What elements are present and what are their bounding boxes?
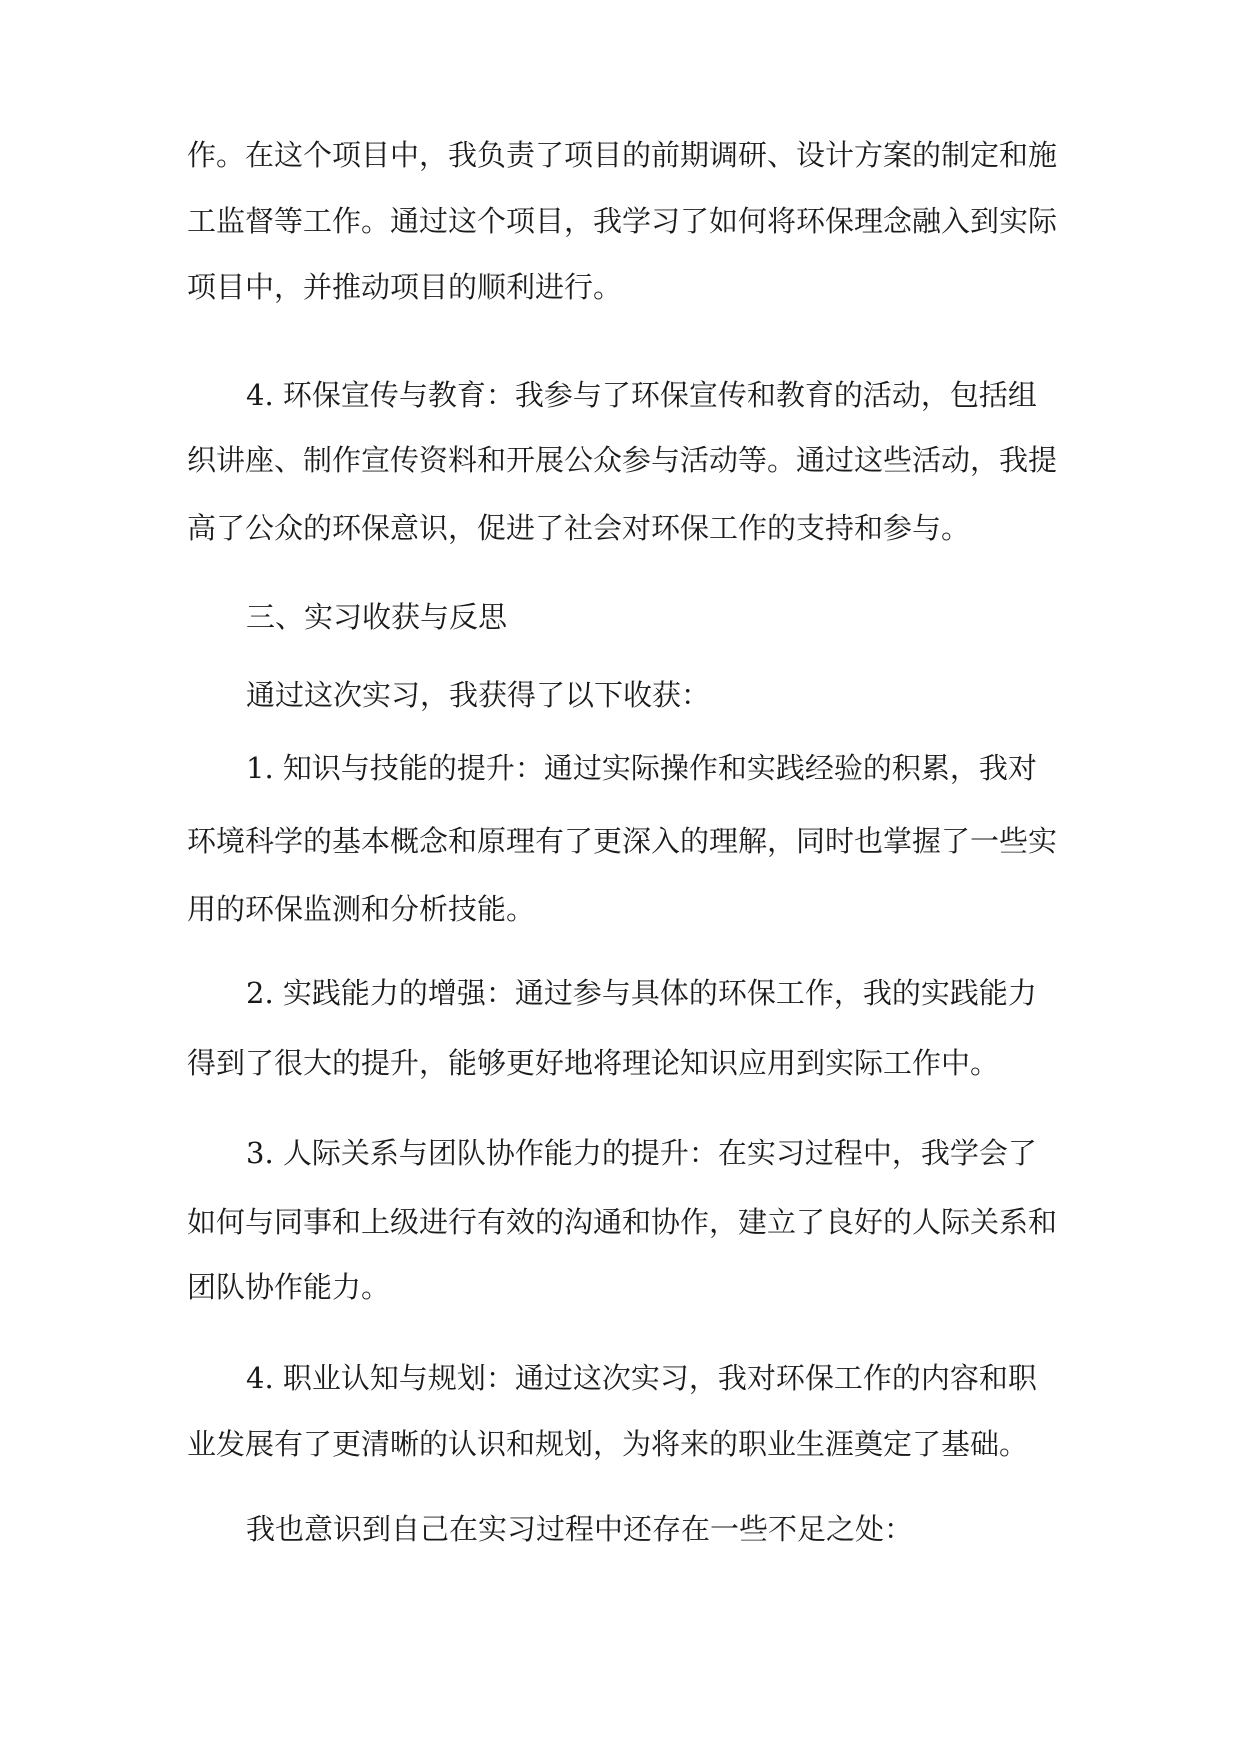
list-item-line: 2. 实践能力的增强：通过参与具体的环保工作，我的实践能力: [246, 976, 1037, 1010]
paragraph-line: 环境科学的基本概念和原理有了更深入的理解，同时也掌握了一些实: [187, 824, 1058, 858]
paragraph-line: 工监督等工作。通过这个项目，我学习了如何将环保理念融入到实际: [187, 204, 1058, 238]
paragraph-line: 织讲座、制作宣传资料和开展公众参与活动等。通过这些活动，我提: [187, 443, 1058, 477]
paragraph-line: 用的环保监测和分析技能。: [187, 892, 536, 926]
list-item-line: 4. 环保宣传与教育：我参与了环保宣传和教育的活动，包括组: [246, 378, 1037, 412]
paragraph-line: 团队协作能力。: [187, 1270, 391, 1304]
section-heading: 三、实习收获与反思: [246, 600, 508, 634]
list-item-line: 1. 知识与技能的提升：通过实际操作和实践经验的积累，我对: [246, 751, 1037, 785]
paragraph-line: 项目中，并推动项目的顺利进行。: [187, 270, 623, 304]
paragraph-line: 作。在这个项目中，我负责了项目的前期调研、设计方案的制定和施: [187, 138, 1058, 172]
paragraph-line: 如何与同事和上级进行有效的沟通和协作，建立了良好的人际关系和: [187, 1205, 1058, 1239]
paragraph-line: 通过这次实习，我获得了以下收获：: [246, 678, 711, 712]
paragraph-line: 得到了很大的提升，能够更好地将理论知识应用到实际工作中。: [187, 1046, 1000, 1080]
paragraph-line: 高了公众的环保意识，促进了社会对环保工作的支持和参与。: [187, 511, 971, 545]
list-item-line: 3. 人际关系与团队协作能力的提升：在实习过程中，我学会了: [246, 1136, 1037, 1170]
list-item-line: 4. 职业认知与规划：通过这次实习，我对环保工作的内容和职: [246, 1361, 1037, 1395]
paragraph-line: 我也意识到自己在实习过程中还存在一些不足之处：: [246, 1512, 914, 1546]
paragraph-line: 业发展有了更清晰的认识和规划，为将来的职业生涯奠定了基础。: [187, 1427, 1029, 1461]
